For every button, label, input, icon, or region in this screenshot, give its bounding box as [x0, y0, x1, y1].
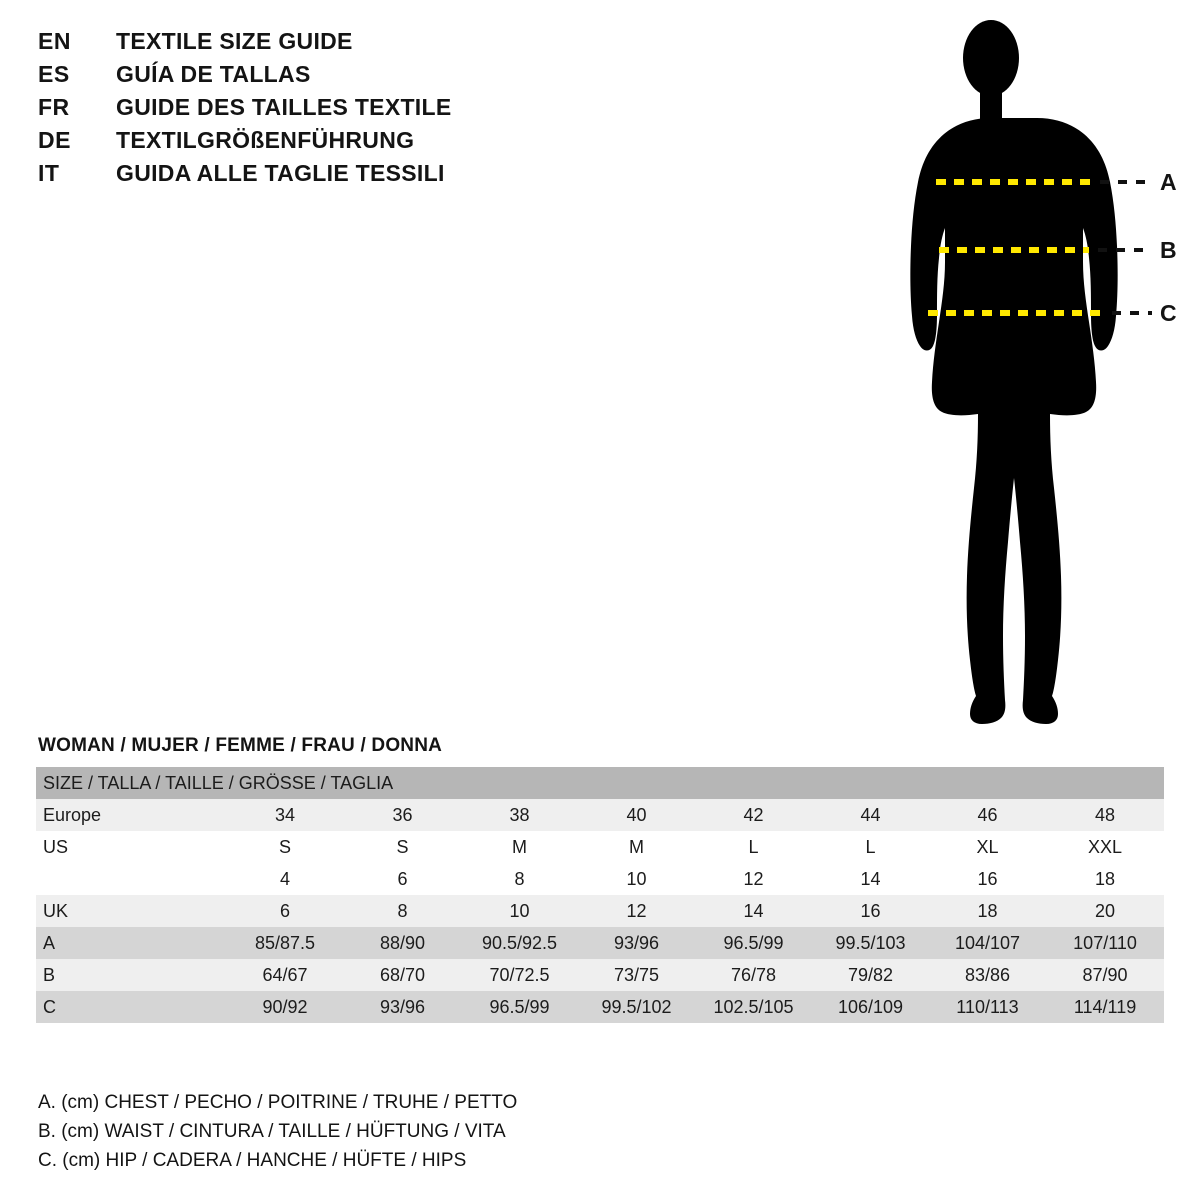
title-row	[38, 94, 598, 127]
row-label-c: C	[36, 991, 226, 1023]
table-cell: M	[461, 831, 578, 863]
size-table	[36, 767, 1164, 1023]
title-text-it: GUIDA ALLE TAGLIE TESSILI	[116, 160, 445, 186]
body-measurement-figure	[860, 10, 1190, 740]
table-cell: XXL	[1046, 831, 1164, 863]
title-row	[38, 28, 598, 61]
table-cell: 79/82	[812, 959, 929, 991]
table-cell: 114/119	[1046, 991, 1164, 1023]
table-cell: L	[695, 831, 812, 863]
title-row	[38, 127, 598, 160]
table-cell: 85/87.5	[226, 927, 344, 959]
row-label-us: US	[36, 831, 226, 863]
table-cell: 18	[1046, 863, 1164, 895]
table-cell: 64/67	[226, 959, 344, 991]
table-cell: 6	[226, 895, 344, 927]
table-row	[36, 959, 1164, 991]
table-cell: 106/109	[812, 991, 929, 1023]
title-text-es: GUÍA DE TALLAS	[116, 61, 311, 87]
table-group-heading: WOMAN / MUJER / FEMME / FRAU / DONNA	[38, 735, 443, 756]
table-cell: 88/90	[344, 927, 461, 959]
label-measure-b: B	[1160, 237, 1177, 263]
table-row	[36, 991, 1164, 1023]
table-cell: 70/72.5	[461, 959, 578, 991]
title-row	[38, 61, 598, 94]
table-cell: M	[578, 831, 695, 863]
table-header-label: SIZE / TALLA / TAILLE / GRÖSSE / TAGLIA	[36, 767, 1164, 799]
table-cell: 68/70	[344, 959, 461, 991]
label-measure-a: A	[1160, 169, 1177, 195]
legend-hip: C. (cm) HIP / CADERA / HANCHE / HÜFTE / HIPS	[38, 1150, 467, 1171]
table-cell: 8	[461, 863, 578, 895]
table-cell: 44	[812, 799, 929, 831]
title-row	[38, 160, 598, 193]
measurement-legend	[38, 1088, 738, 1175]
title-lang-en: EN	[38, 28, 71, 54]
row-label-a: A	[36, 927, 226, 959]
table-cell: L	[812, 831, 929, 863]
legend-waist: B. (cm) WAIST / CINTURA / TAILLE / HÜFTUNG / VITA	[38, 1121, 506, 1142]
table-cell: 93/96	[344, 991, 461, 1023]
table-header-row	[36, 767, 1164, 799]
table-cell: 10	[461, 895, 578, 927]
table-cell: 99.5/103	[812, 927, 929, 959]
title-lang-de: DE	[38, 127, 71, 153]
table-cell: 46	[929, 799, 1046, 831]
table-cell: 90/92	[226, 991, 344, 1023]
table-cell: S	[226, 831, 344, 863]
table-row	[36, 927, 1164, 959]
table-cell: 83/86	[929, 959, 1046, 991]
table-cell: 16	[812, 895, 929, 927]
row-label-us-numeric	[36, 863, 226, 895]
table-cell: 42	[695, 799, 812, 831]
table-cell: 6	[344, 863, 461, 895]
row-label-b: B	[36, 959, 226, 991]
table-row	[36, 895, 1164, 927]
table-cell: 96.5/99	[461, 991, 578, 1023]
legend-chest: A. (cm) CHEST / PECHO / POITRINE / TRUHE / PETTO	[38, 1092, 518, 1113]
label-measure-c: C	[1160, 300, 1177, 326]
table-cell: 90.5/92.5	[461, 927, 578, 959]
table-cell: 87/90	[1046, 959, 1164, 991]
table-cell: 76/78	[695, 959, 812, 991]
table-cell: S	[344, 831, 461, 863]
table-cell: 20	[1046, 895, 1164, 927]
table-cell: 40	[578, 799, 695, 831]
title-text-en: TEXTILE SIZE GUIDE	[116, 28, 353, 54]
table-cell: 8	[344, 895, 461, 927]
table-cell: 104/107	[929, 927, 1046, 959]
table-row	[36, 831, 1164, 863]
title-lang-it: IT	[38, 160, 60, 186]
title-lang-es: ES	[38, 61, 70, 87]
table-cell: 36	[344, 799, 461, 831]
table-row	[36, 799, 1164, 831]
table-cell: 18	[929, 895, 1046, 927]
table-cell: 107/110	[1046, 927, 1164, 959]
table-cell: 93/96	[578, 927, 695, 959]
table-cell: 12	[695, 863, 812, 895]
table-cell: 73/75	[578, 959, 695, 991]
table-cell: 110/113	[929, 991, 1046, 1023]
table-cell: 99.5/102	[578, 991, 695, 1023]
table-cell: 48	[1046, 799, 1164, 831]
title-lang-fr: FR	[38, 94, 70, 120]
table-cell: 102.5/105	[695, 991, 812, 1023]
row-label-uk: UK	[36, 895, 226, 927]
table-cell: 14	[695, 895, 812, 927]
table-cell: 16	[929, 863, 1046, 895]
size-table-section	[36, 735, 1164, 1023]
table-cell: 4	[226, 863, 344, 895]
table-cell: 12	[578, 895, 695, 927]
table-cell: 10	[578, 863, 695, 895]
table-cell: 96.5/99	[695, 927, 812, 959]
table-cell: XL	[929, 831, 1046, 863]
title-text-fr: GUIDE DES TAILLES TEXTILE	[116, 94, 452, 120]
table-cell: 34	[226, 799, 344, 831]
title-text-de: TEXTILGRÖßENFÜHRUNG	[116, 127, 415, 153]
table-row	[36, 863, 1164, 895]
table-cell: 38	[461, 799, 578, 831]
female-silhouette-icon	[860, 10, 1190, 740]
title-block	[38, 28, 598, 193]
table-cell: 14	[812, 863, 929, 895]
row-label-europe: Europe	[36, 799, 226, 831]
